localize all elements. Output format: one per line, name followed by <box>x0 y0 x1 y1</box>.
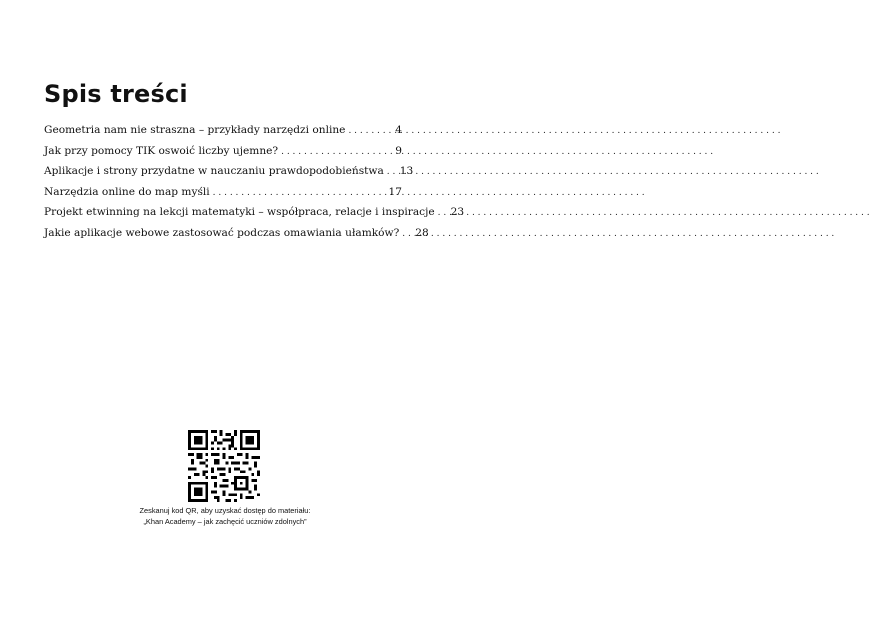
toc-entry-page: 28 <box>415 226 429 239</box>
toc-entry[interactable] <box>44 202 465 223</box>
toc-entry-title: Projekt etwinning na lekcji matematyki – współpraca, relacje i inspiracje <box>44 206 435 219</box>
qr-caption-line-1: Zeskanuj kod QR, aby uzyskać dostęp do materiału: <box>139 506 311 515</box>
toc-entry-title: Jakie aplikacje webowe zastosować podczas omawiania ułamków? <box>44 226 400 239</box>
toc-entry-title: Jak przy pomocy TIK oswoić liczby ujemne? <box>44 144 279 157</box>
toc-dot-leader <box>281 142 392 163</box>
qr-caption-line-2: „Khan Academy – jak zachęcić uczniów zdolnych” <box>143 516 307 526</box>
toc-entry-page: 9 <box>395 144 402 157</box>
toc-entry-page: 4 <box>395 124 402 136</box>
toc-dot-leader <box>387 162 397 183</box>
qr-caption <box>0 506 450 527</box>
page-title: Spis treści <box>44 80 188 108</box>
toc-entry[interactable] <box>44 120 402 141</box>
toc-dot-leader <box>438 203 448 224</box>
toc-entry[interactable] <box>44 182 402 203</box>
toc-entry-page: 17 <box>388 185 402 198</box>
toc-entry[interactable] <box>44 161 414 182</box>
toc-entry-title: Narzędzia online do map myśli <box>44 185 210 198</box>
toc-dot-leader <box>402 224 412 245</box>
toc-entry-title: Aplikacje i strony przydatne w nauczaniu prawdopodobieństwa <box>44 165 384 178</box>
toc-entry[interactable] <box>44 223 429 244</box>
toc-entry-page: 23 <box>450 206 465 219</box>
toc-entry-page: 13 <box>399 165 414 178</box>
toc-dot-leader <box>348 121 392 142</box>
toc-dot-leader <box>213 183 386 204</box>
toc-entry[interactable] <box>44 141 402 162</box>
qr-code-icon[interactable] <box>188 430 260 502</box>
toc-entry-title: Geometria nam nie straszna – przykłady narzędzi online <box>44 124 346 136</box>
table-of-contents <box>44 120 465 244</box>
